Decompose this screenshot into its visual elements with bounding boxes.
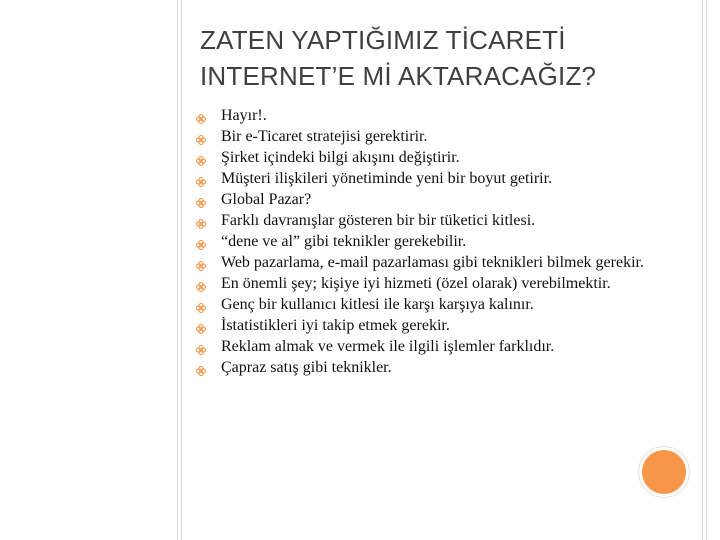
orange-quatrefoil-icon (196, 237, 206, 247)
bullet-text: En önemli şey; kişiye iyi hizmeti (özel olarak) verebilmektir. (221, 275, 611, 292)
bullet-item (196, 170, 696, 188)
slide-title (200, 22, 700, 94)
bullet-item (196, 254, 696, 272)
bullet-item (196, 338, 696, 356)
orange-quatrefoil-icon (196, 363, 206, 373)
orange-quatrefoil-icon (196, 153, 206, 163)
bullet-text: Farklı davranışlar gösteren bir bir tüketici kitlesi. (221, 212, 536, 229)
bullet-item (196, 128, 696, 146)
bullet-text: Çapraz satış gibi teknikler. (221, 359, 392, 376)
bullet-item (196, 191, 696, 209)
orange-quatrefoil-icon (196, 132, 206, 142)
orange-quatrefoil-icon (196, 342, 206, 352)
orange-quatrefoil-icon (196, 216, 206, 226)
orange-quatrefoil-icon (196, 111, 206, 121)
slide-border-left-outer (177, 0, 178, 540)
bullet-text: Global Pazar? (221, 191, 312, 208)
bullet-item (196, 296, 696, 314)
bullet-text: Müşteri ilişkileri yönetiminde yeni bir boyut getirir. (221, 170, 553, 187)
orange-quatrefoil-icon (196, 321, 206, 331)
orange-quatrefoil-icon (196, 195, 206, 205)
bullet-text: Genç bir kullanıcı kitlesi ile karşı karşıya kalınır. (221, 296, 534, 313)
bullet-list (196, 107, 696, 380)
slide-title-line-1: ZATEN YAPTIĞIMIZ TİCARETİ (200, 25, 566, 55)
slide-border-right-inner (706, 0, 707, 540)
bullet-item (196, 233, 696, 251)
slide-title-line-2: INTERNET’E Mİ AKTARACAĞIZ? (200, 61, 597, 91)
bullet-item (196, 107, 696, 125)
bullet-text: “dene ve al” gibi teknikler gerekebilir. (221, 233, 467, 250)
bullet-text: Bir e-Ticaret stratejisi gerektirir. (221, 128, 428, 145)
bullet-text: Web pazarlama, e-mail pazarlaması gibi teknikleri bilmek gerekir. (221, 254, 644, 271)
orange-quatrefoil-icon (196, 300, 206, 310)
bullet-text: Hayır!. (221, 107, 267, 124)
slide-border-right-outer (702, 0, 703, 540)
bullet-item (196, 359, 696, 377)
slide-border-left-inner (181, 0, 182, 540)
bullet-item (196, 317, 696, 335)
bullet-text: Şirket içindeki bilgi akışını değiştirir. (221, 149, 460, 166)
bullet-item (196, 275, 696, 293)
bullet-item (196, 212, 696, 230)
bullet-text: Reklam almak ve vermek ile ilgili işlemler farklıdır. (221, 338, 555, 355)
orange-quatrefoil-icon (196, 174, 206, 184)
bullet-text: İstatistikleri iyi takip etmek gerekir. (221, 317, 450, 334)
orange-circle-decoration (642, 450, 686, 494)
orange-quatrefoil-icon (196, 279, 206, 289)
bullet-item (196, 149, 696, 167)
orange-quatrefoil-icon (196, 258, 206, 268)
